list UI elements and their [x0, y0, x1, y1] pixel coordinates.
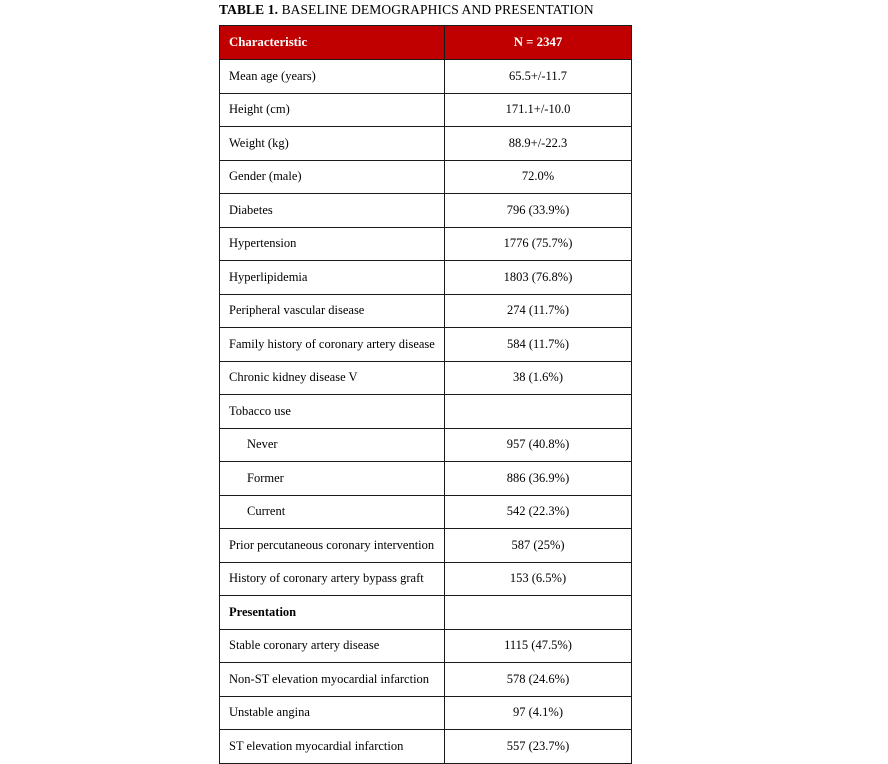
table-row	[220, 395, 632, 429]
column-header-characteristic: Characteristic	[220, 26, 445, 60]
cell-value: 587 (25%)	[445, 529, 632, 563]
table-row	[220, 529, 632, 563]
table-row	[220, 495, 632, 529]
cell-value: 886 (36.9%)	[445, 462, 632, 496]
cell-value: 796 (33.9%)	[445, 194, 632, 228]
cell-characteristic: Stable coronary artery disease	[220, 629, 445, 663]
table-row	[220, 93, 632, 127]
table-row	[220, 730, 632, 764]
cell-value: 557 (23.7%)	[445, 730, 632, 764]
cell-value: 88.9+/-22.3	[445, 127, 632, 161]
cell-characteristic: Mean age (years)	[220, 60, 445, 94]
table-row	[220, 562, 632, 596]
cell-characteristic: Tobacco use	[220, 395, 445, 429]
cell-value: 274 (11.7%)	[445, 294, 632, 328]
cell-characteristic: Former	[220, 462, 445, 496]
table-row	[220, 462, 632, 496]
cell-value	[445, 395, 632, 429]
cell-characteristic: Gender (male)	[220, 160, 445, 194]
table-row	[220, 194, 632, 228]
cell-characteristic: Peripheral vascular disease	[220, 294, 445, 328]
cell-value: 153 (6.5%)	[445, 562, 632, 596]
cell-value: 72.0%	[445, 160, 632, 194]
cell-value: 1803 (76.8%)	[445, 261, 632, 295]
column-header-n: N = 2347	[445, 26, 632, 60]
cell-characteristic: Chronic kidney disease V	[220, 361, 445, 395]
table-header-row	[220, 26, 632, 60]
cell-value: 38 (1.6%)	[445, 361, 632, 395]
table-caption-text: BASELINE DEMOGRAPHICS AND PRESENTATION	[281, 2, 594, 17]
table-row	[220, 663, 632, 697]
table-row	[220, 227, 632, 261]
table-row	[220, 696, 632, 730]
table-header	[220, 26, 632, 60]
cell-characteristic: Weight (kg)	[220, 127, 445, 161]
table-row	[220, 328, 632, 362]
table-row	[220, 294, 632, 328]
cell-characteristic: Hyperlipidemia	[220, 261, 445, 295]
cell-characteristic: Prior percutaneous coronary intervention	[220, 529, 445, 563]
table-row	[220, 127, 632, 161]
cell-value: 957 (40.8%)	[445, 428, 632, 462]
cell-characteristic: Presentation	[220, 596, 445, 630]
cell-characteristic: Family history of coronary artery disease	[220, 328, 445, 362]
baseline-demographics-table	[219, 25, 632, 764]
cell-characteristic: ST elevation myocardial infarction	[220, 730, 445, 764]
cell-value: 65.5+/-11.7	[445, 60, 632, 94]
cell-value: 97 (4.1%)	[445, 696, 632, 730]
table-row	[220, 160, 632, 194]
cell-characteristic: Non-ST elevation myocardial infarction	[220, 663, 445, 697]
cell-value: 578 (24.6%)	[445, 663, 632, 697]
cell-characteristic: Hypertension	[220, 227, 445, 261]
cell-value: 1776 (75.7%)	[445, 227, 632, 261]
table-row	[220, 428, 632, 462]
table-row	[220, 629, 632, 663]
cell-characteristic: Never	[220, 428, 445, 462]
cell-value	[445, 596, 632, 630]
cell-characteristic: Current	[220, 495, 445, 529]
table-row	[220, 60, 632, 94]
cell-value: 542 (22.3%)	[445, 495, 632, 529]
cell-characteristic: History of coronary artery bypass graft	[220, 562, 445, 596]
table-caption	[219, 1, 594, 18]
cell-characteristic: Height (cm)	[220, 93, 445, 127]
cell-value: 1115 (47.5%)	[445, 629, 632, 663]
cell-value: 171.1+/-10.0	[445, 93, 632, 127]
cell-characteristic: Unstable angina	[220, 696, 445, 730]
table-row	[220, 596, 632, 630]
table-row	[220, 361, 632, 395]
table-caption-label: TABLE 1.	[219, 2, 279, 17]
table-body	[220, 60, 632, 764]
table-row	[220, 261, 632, 295]
cell-value: 584 (11.7%)	[445, 328, 632, 362]
cell-characteristic: Diabetes	[220, 194, 445, 228]
table-container	[219, 25, 631, 764]
